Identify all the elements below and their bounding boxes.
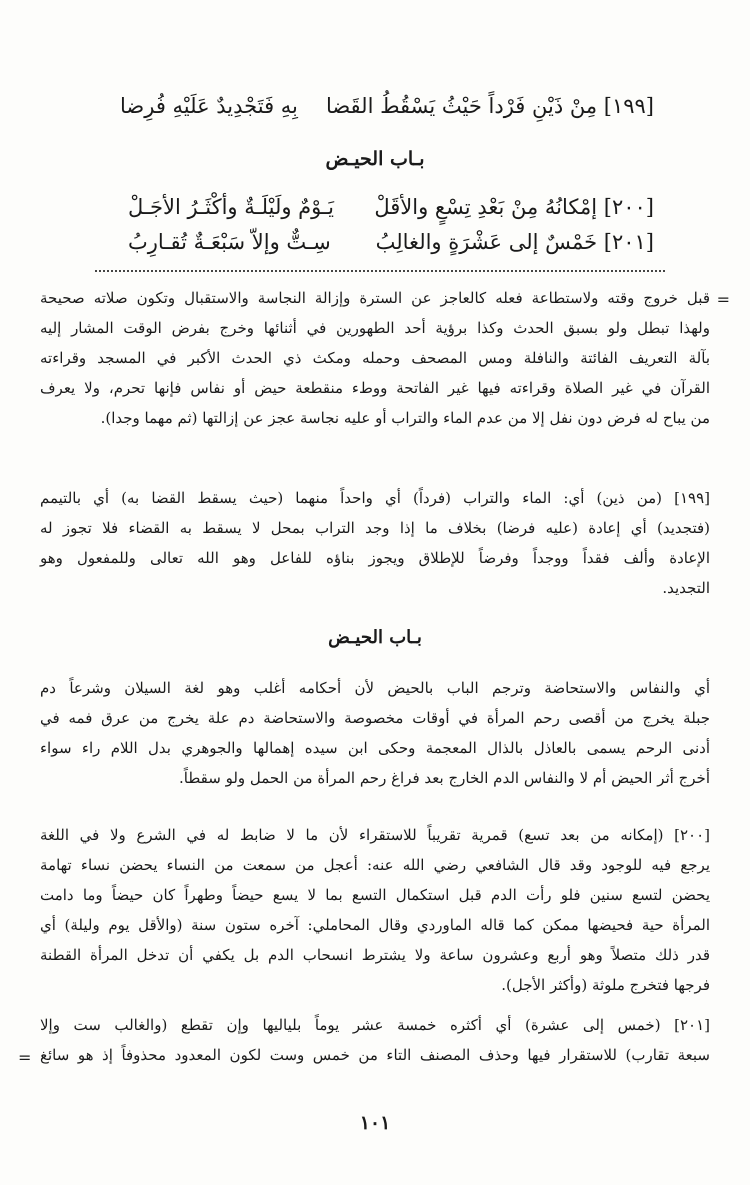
commentary-line: [٢٠١] (خمس إلى عشرة) أي أكثره خمسة عشر يوماً بلياليها وإن تقطع (والغالب ست وإلا — [40, 1016, 710, 1034]
commentary-line: سبعة تقارب) للاستقرار فيها وحذف المصنف التاء من خمس وست لكون المعدود محذوفاً إذ هو سائغ — [40, 1046, 710, 1064]
verse-200-first-hemistich: [٢٠٠] إمْكانُهُ مِنْ بَعْدِ تِسْعٍ والأقَلْ — [374, 195, 654, 219]
commentary-line: فرجها فتخرج ملوثة (وأكثر الأجل). — [501, 976, 710, 994]
footnote-line: القرآن في غير الصلاة وقراءته فيها غير الفاتحة ووطء منقطعة حيض أو نفاس فإنها تحرم، ولا يعرف — [40, 379, 710, 397]
footnote-line: من يباح له فرض دون نفل إلا من عدم الماء والتراب أو عليه نجاسة عجز عن إزالتها (ثم مهما وجدا). — [100, 409, 710, 427]
commentary-line: [٢٠٠] (إمكانه من بعد تسع) قمرية تقريباً للاستقراء لأن ما لا ضابط له في الشرع ولا في اللغة — [40, 826, 710, 844]
footnote-line: ولهذا تبطل ولو بسبق الحدث وكذا برؤية أحد الطهورين في أثنائها وخرج بفرض الوقت المشار إليه — [40, 319, 710, 337]
commentary-line: الإعادة وألف فقداً ووجداً وفرضاً للإطلاق ويجوز بناؤه للفاعل وهو الله تعالى وللمفعول وهو — [40, 549, 710, 567]
commentary-line: (فتجديد) أي إعادة (عليه فرضا) بخلاف ما إذا وجد التراب بمحل لا يسقط به القضاء فلا تجوز له — [40, 519, 710, 537]
page-number: ١٠١ — [359, 1112, 391, 1134]
continuation-marker: = — [716, 290, 730, 309]
commentary-line: أدنى الرحم يسمى بالعاذل بالذال المعجمة وحكى ابن سيده إهمالها والجوهري بدل اللام راء سواء — [40, 739, 710, 757]
end-continuation-marker: = — [18, 1048, 32, 1067]
section-title: بـاب الحيـض — [325, 148, 425, 170]
commentary-line: قدر ذلك متصلاً وهو أربع وعشرون ساعة ولا يشترط انسحاب الدم بل يكفي أن تدخل المرأة القطنة — [40, 946, 710, 964]
commentary-line: [١٩٩] (من ذين) أي: الماء والتراب (فرداً) أي واحداً منهما (حيث يسقط القضا به) أي بالتيمم — [40, 489, 710, 507]
commentary-section-title: بـاب الحيـض — [328, 627, 422, 648]
commentary-line: يحضن لتسع سنين فلو رأت الدم قبل استكمال التسع بما لا يسع حيضاً وطهراً كان حيضاً وما دامت — [40, 886, 710, 904]
verse-201-second-hemistich: سِـتٌّ وإلاّ سَبْعَـةٌ تُقـارِبُ — [128, 230, 331, 254]
commentary-line: أخرج أثر الحيض أم لا والنفاس الدم الخارج بعد فراغ رحم المرأة من الحمل ولو سقطاً. — [179, 769, 710, 787]
chapter-introduction — [40, 673, 710, 793]
verse-200-second-hemistich: يَـوْمٌ ولَيْلَـةٌ وأكْثَـرُ الأجَـلْ — [128, 195, 335, 219]
footnote-continuation — [40, 283, 710, 433]
commentary-line: يرجع فيه للوجود وقد قال الشافعي رضي الله عنه: أعجل من سمعت من النساء يحضن نساء تهامة — [40, 856, 710, 874]
commentary-200 — [40, 820, 710, 1000]
commentary-line: جبلة يخرج من أقصى رحم المرأة في أوقات مخصوصة والاستحاضة دم علة يخرج من عرق فمه في — [40, 709, 710, 727]
verse-199-second-hemistich: بِهِ فَتَجْدِيدٌ عَلَيْهِ فُرِضا — [120, 94, 298, 118]
commentary-line: التجديد. — [662, 579, 710, 597]
commentary-line: المرأة حية فحيضها ممكن كما قاله الماوردي وقال المحاملي: آخره ستون سنة (والأقل يوم وليلة) أي — [40, 916, 710, 934]
verse-199-first-hemistich: [١٩٩] مِنْ ذَيْنِ فَرْداً حَيْثُ يَسْقُطُ القَضا — [325, 94, 654, 118]
footnote-line: قبل خروج وقته ولاستطاعة فعله كالعاجز عن السترة وإزالة النجاسة والاستقبال وتكون صلاته صحيحة — [40, 289, 710, 307]
commentary-199 — [40, 483, 710, 603]
commentary-line: أي والنفاس والاستحاضة وترجم الباب بالحيض لأن أحكامه أغلب وهو لغة السيلان وشرعاً دم — [40, 679, 710, 697]
verse-commentary-divider — [95, 270, 665, 272]
footnote-line: بآلة التعريف الفائتة والنافلة ومس المصحف وحمله ومكث ذي الحدث الأكبر في المسجد وقراءته — [40, 349, 710, 367]
commentary-201 — [40, 1010, 710, 1070]
verse-201-first-hemistich: [٢٠١] خَمْسٌ إلى عَشْرَةٍ والغالِبُ — [375, 230, 654, 254]
